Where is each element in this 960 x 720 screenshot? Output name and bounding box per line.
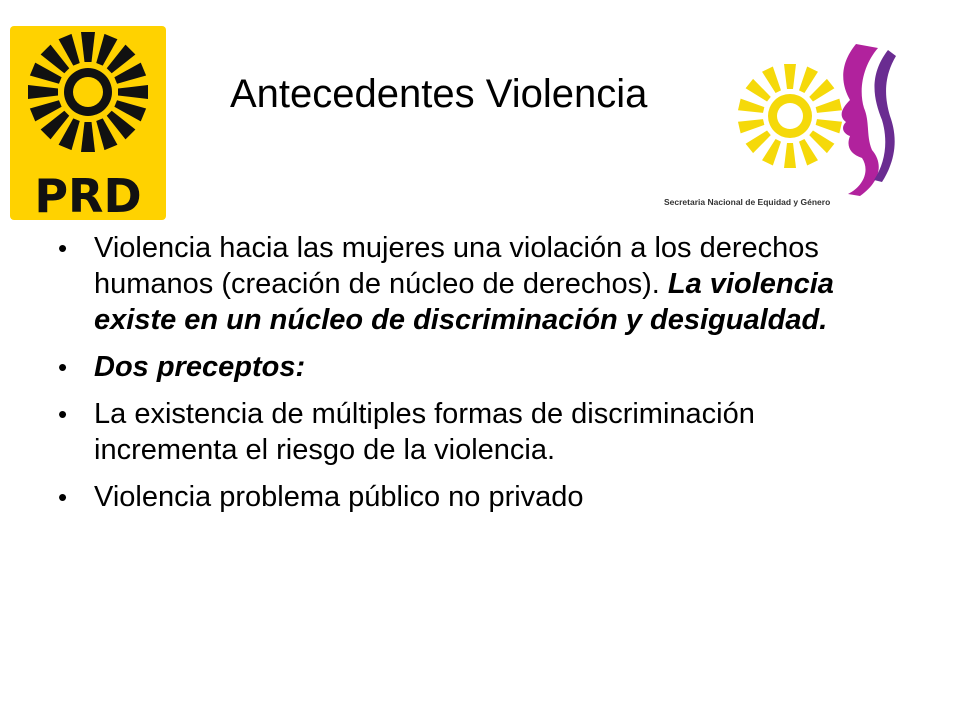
slide-content xyxy=(56,230,886,526)
sun-ray-icon xyxy=(746,130,771,153)
sun-ray-icon xyxy=(816,99,842,113)
equidad-genero-logo xyxy=(738,36,904,200)
sun-ray-icon xyxy=(799,139,818,165)
slide-title: Antecedentes Violencia xyxy=(230,72,648,116)
prd-sun-logo-icon xyxy=(10,26,166,220)
sun-ray-icon xyxy=(816,119,842,133)
sun-ray-icon xyxy=(738,99,764,113)
bullet-dot-icon: • xyxy=(58,233,68,263)
sun-face-logo-icon xyxy=(738,36,904,200)
bullet-text: La existencia de múltiples formas de discriminación incrementa el riesgo de la violencia. xyxy=(94,398,755,466)
bullet-text: Violencia problema público no privado xyxy=(94,481,584,513)
sun-ray-icon xyxy=(738,119,764,133)
prd-logo-text: PRD xyxy=(34,169,142,220)
sun-ray-icon xyxy=(746,79,771,102)
sun-ray-icon xyxy=(762,139,781,165)
bullet-emphasis: Dos preceptos: xyxy=(94,351,306,383)
sun-ray-icon xyxy=(784,143,796,168)
sun-ray-icon xyxy=(809,79,834,102)
sun-ray-icon xyxy=(799,67,818,93)
sun-ray-icon xyxy=(784,64,796,89)
equidad-genero-caption: Secretaria Nacional de Equidad y Género xyxy=(664,197,831,207)
sun-ray-icon xyxy=(762,67,781,93)
bullet-item xyxy=(56,479,886,515)
bullet-text: Violencia hacia las mujeres una violación a los derechos humanos (creación de núcleo de derechos). xyxy=(94,232,819,300)
bullet-item xyxy=(56,230,886,338)
prd-logo xyxy=(10,26,166,220)
bullet-dot-icon: • xyxy=(58,399,68,429)
bullet-dot-icon: • xyxy=(58,352,68,382)
bullet-list xyxy=(56,230,886,515)
bullet-emphasis: La violencia existe en un núcleo de discriminación y desigualdad. xyxy=(94,268,834,336)
bullet-dot-icon: • xyxy=(58,482,68,512)
bullet-item xyxy=(56,396,886,468)
bullet-item xyxy=(56,349,886,385)
sun-ray-icon xyxy=(809,130,834,153)
